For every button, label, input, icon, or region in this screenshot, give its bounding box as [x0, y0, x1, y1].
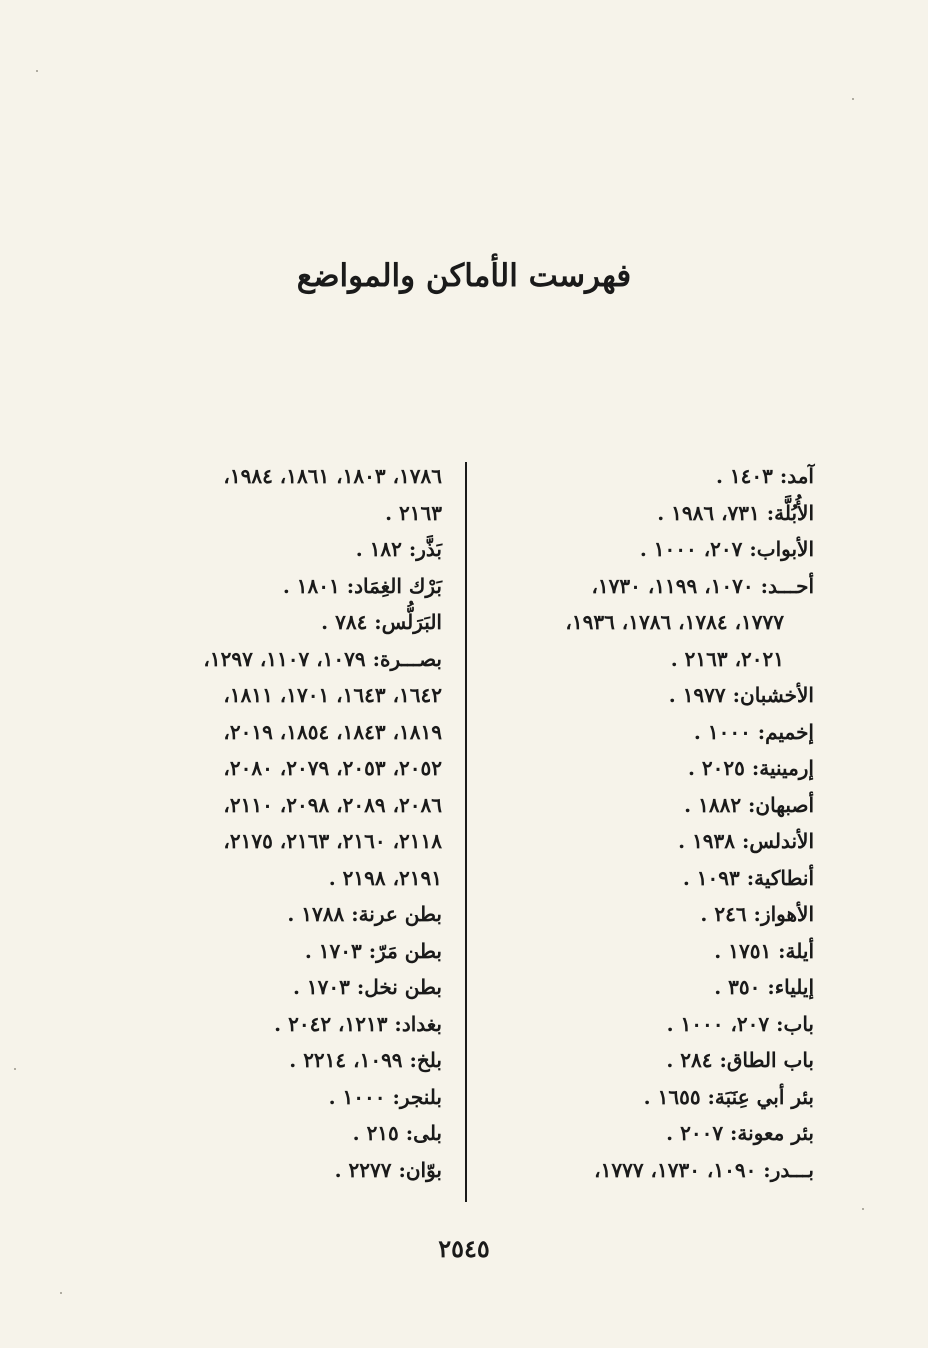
index-entry: ١٨١٩، ١٨٤٣، ١٨٥٤، ٢٠١٩،: [223, 719, 442, 744]
index-entry: بوّان: ٢٢٧٧ .: [334, 1157, 442, 1182]
paper-speck: [852, 98, 854, 100]
paper-speck: [60, 1292, 62, 1294]
index-entry: ٢١١٨، ٢١٦٠، ٢١٦٣، ٢١٧٥،: [223, 829, 442, 853]
index-entry: الأبواب: ٢٠٧، ١٠٠٠ .: [639, 537, 814, 561]
paper-speck: [862, 1208, 864, 1210]
index-entry: إيلياء: ٣٥٠ .: [714, 975, 814, 999]
index-entry: ٢١٦٣ .: [385, 500, 442, 525]
index-entry: الأندلس: ١٩٣٨ .: [678, 829, 814, 853]
paper-speck: [14, 1068, 16, 1070]
index-entry: باب الطاق: ٢٨٤ .: [666, 1048, 814, 1072]
index-entry: بَذَّر: ١٨٢ .: [355, 537, 442, 561]
page-title: فهرست الأماكن والمواضع: [296, 258, 632, 294]
index-entry: ٢٠٥٢، ٢٠٥٣، ٢٠٧٩، ٢٠٨٠،: [223, 756, 442, 780]
index-entry: بئر معونة: ٢٠٠٧ .: [666, 1121, 814, 1145]
index-entry: ٢١٩١، ٢١٩٨ .: [328, 865, 442, 890]
index-entry: باب: ٢٠٧، ١٠٠٠ .: [666, 1011, 814, 1036]
index-entry: بصـــرة: ١٠٧٩، ١١٠٧، ١٢٩٧،: [203, 646, 442, 671]
index-entry: ١٧٨٦، ١٨٠٣، ١٨٦١، ١٩٨٤،: [223, 464, 442, 488]
index-entry: أحـــد: ١٠٧٠، ١١٩٩، ١٧٣٠،: [591, 573, 814, 598]
column-divider: [465, 462, 467, 1202]
index-entry: بـــدر: ١٠٩٠، ١٧٣٠، ١٧٧٧،: [594, 1157, 814, 1182]
index-column-right: [474, 458, 814, 1188]
index-entry: الأخشبان: ١٩٧٧ .: [668, 683, 814, 707]
index-entry: بلنجر: ١٠٠٠ .: [328, 1084, 442, 1109]
index-entry-continuation: ٢٠٢١، ٢١٦٣ .: [670, 646, 784, 671]
index-entry: آمد: ١٤٠٣ .: [715, 464, 814, 488]
index-entry: بَرْك الغِمَاد: ١٨٠١ .: [282, 573, 442, 598]
index-entry: بطن مَرّ: ١٧٠٣ .: [304, 938, 442, 963]
index-column-left: [97, 458, 442, 1188]
index-entry: بغداد: ١٢١٣، ٢٠٤٢ .: [274, 1011, 442, 1036]
index-entry: بئر أبي عِنَبَة: ١٦٥٥ .: [643, 1084, 814, 1109]
index-entry: الأُبُلَّة: ٧٣١، ١٩٨٦ .: [657, 500, 814, 525]
paper-speck: [36, 70, 38, 72]
index-entry-continuation: ١٧٧٧، ١٧٨٤، ١٧٨٦، ١٩٣٦،: [565, 610, 784, 634]
index-entry: إخميم: ١٠٠٠ .: [693, 719, 814, 744]
index-entry: ١٦٤٢، ١٦٤٣، ١٧٠١، ١٨١١،: [223, 683, 442, 707]
index-entry: بطن نخل: ١٧٠٣ .: [292, 975, 442, 999]
index-entry: أنطاكية: ١٠٩٣ .: [682, 865, 814, 890]
index-entry: بلى: ٢١٥ .: [352, 1121, 442, 1145]
index-entry: أيلة: ١٧٥١ .: [714, 938, 814, 963]
index-entry: ٢٠٨٦، ٢٠٨٩، ٢٠٩٨، ٢١١٠،: [223, 792, 442, 817]
page-number: ٢٥٤٥: [438, 1234, 490, 1263]
index-entry: الأهواز: ٢٤٦ .: [700, 902, 814, 926]
index-entry: البَرَلُّس: ٧٨٤ .: [321, 610, 442, 634]
index-entry: أصبهان: ١٨٨٢ .: [684, 792, 814, 817]
index-entry: بطن عرنة: ١٧٨٨ .: [287, 902, 442, 926]
index-entry: إرمينية: ٢٠٢٥ .: [687, 756, 814, 780]
index-entry: بلخ: ١٠٩٩، ٢٢١٤ .: [289, 1048, 442, 1072]
